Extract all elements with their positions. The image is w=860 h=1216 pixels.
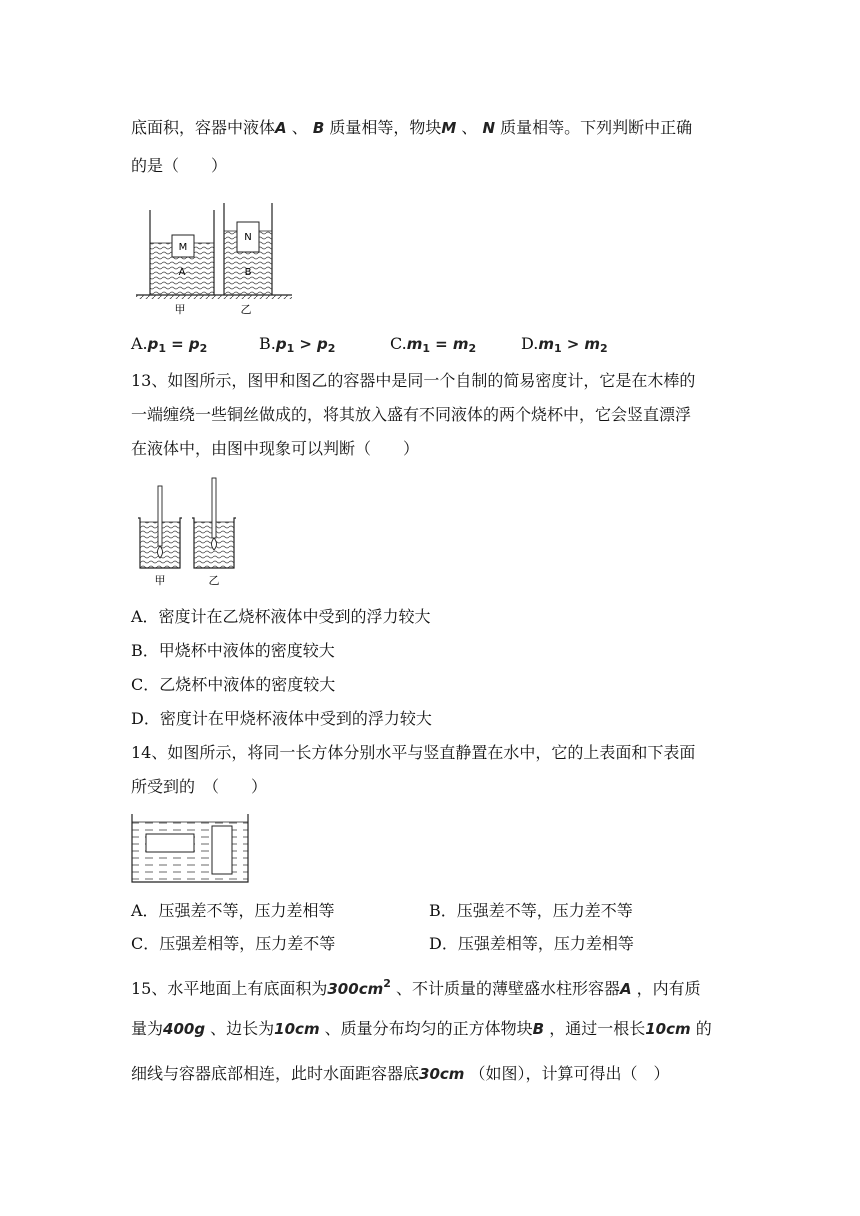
symbol-container-a: A <box>619 980 632 998</box>
q13-stem-line-3: 在液体中，由图中现象可以判断（ ） <box>131 439 420 458</box>
q13-figure <box>133 474 243 589</box>
q14-option-d[interactable]: D．压强差相等，压力差相等 <box>429 934 634 953</box>
caption-jia: 甲 <box>154 574 166 587</box>
hydrometer-left <box>158 486 162 546</box>
q12-option-d[interactable]: $D.m_1 > m_2$ <box>521 334 608 355</box>
q12-stem-line-2: 的是（ ） <box>131 156 228 175</box>
q12-option-b[interactable]: $B.p_1 > p_2$ <box>259 334 336 355</box>
q12-option-c[interactable]: $C.m_1 = m_2$ <box>390 334 477 355</box>
area-value: 300 <box>327 980 359 998</box>
liquid-a-label: A <box>178 267 186 278</box>
q13-option-a[interactable]: A．密度计在乙烧杯液体中受到的浮力较大 <box>131 607 431 626</box>
caption-yi: 乙 <box>208 574 220 587</box>
separator: 、 <box>456 118 478 137</box>
q12-stem-line-1 <box>131 116 692 140</box>
q12-text: 质量相等，物块 <box>324 118 442 137</box>
hydrometer-right <box>212 478 216 538</box>
q12-option-a[interactable]: $A.p_1 = p_2$ <box>131 334 208 355</box>
q14-option-b[interactable]: B．压强差不等，压力差不等 <box>429 901 633 920</box>
mass-value: 400g <box>163 1020 206 1038</box>
q14-stem-line-1: 14、如图所示，将同一长方体分别水平与竖直静置在水中，它的上表面和下表面 <box>131 743 696 762</box>
symbol-block-n: N <box>482 119 496 137</box>
q14-stem-line-2: 所受到的 （ ） <box>131 777 268 796</box>
block-n-label: N <box>244 232 252 243</box>
q13-stem-line-1: 13、如图所示，图甲和图乙的容器中是同一个自制的简易密度计，它是在木棒的 <box>131 371 696 390</box>
q14-option-a[interactable]: A．压强差不等，压力差相等 <box>131 901 335 920</box>
caption-yi: 乙 <box>240 303 252 316</box>
water-depth-value: 30cm <box>419 1065 465 1083</box>
q15-stem-line-3: 细线与容器底部相连，此时水面距容器底30cm （如图），计算可得出（ ） <box>131 1064 670 1083</box>
q15-stem-line-1: 15、水平地面上有底面积为$300cm^2$ 、不计质量的薄壁盛水柱形容器A ，内有质 <box>131 977 701 998</box>
q13-option-c[interactable]: C．乙烧杯中液体的密度较大 <box>131 675 336 694</box>
symbol-block-m: M <box>441 119 457 137</box>
thread-length-value: 10cm <box>645 1020 691 1038</box>
q12-text: 质量相等。下列判断中正确 <box>495 118 693 137</box>
symbol-liquid-b: B <box>312 119 325 137</box>
caption-jia: 甲 <box>174 303 186 316</box>
q13-option-d[interactable]: D．密度计在甲烧杯液体中受到的浮力较大 <box>131 709 432 728</box>
edge-value: 10cm <box>274 1020 320 1038</box>
liquid-b-label: B <box>244 267 252 278</box>
q14-figure <box>130 812 252 886</box>
symbol-liquid-a: A <box>275 119 287 137</box>
horizontal-block <box>146 834 194 852</box>
block-m-label: M <box>178 242 188 253</box>
q13-option-b[interactable]: B．甲烧杯中液体的密度较大 <box>131 641 335 660</box>
q14-option-c[interactable]: C．压强差相等，压力差不等 <box>131 934 336 953</box>
vertical-block <box>212 826 232 874</box>
area-exponent: 2 <box>383 977 391 990</box>
area-unit: cm <box>358 980 384 998</box>
separator: 、 <box>286 118 308 137</box>
q15-stem-line-2: 量为400g 、边长为10cm 、质量分布均匀的正方体物块B ，通过一根长10cm 的 <box>131 1019 712 1038</box>
q12-figure <box>130 195 300 320</box>
symbol-block-b: B <box>532 1020 545 1038</box>
q13-stem-line-2: 一端缠绕一些铜丝做成的，将其放入盛有不同液体的两个烧杯中，它会竖直漂浮 <box>131 405 692 424</box>
q12-text: 底面积，容器中液体 <box>131 118 276 137</box>
